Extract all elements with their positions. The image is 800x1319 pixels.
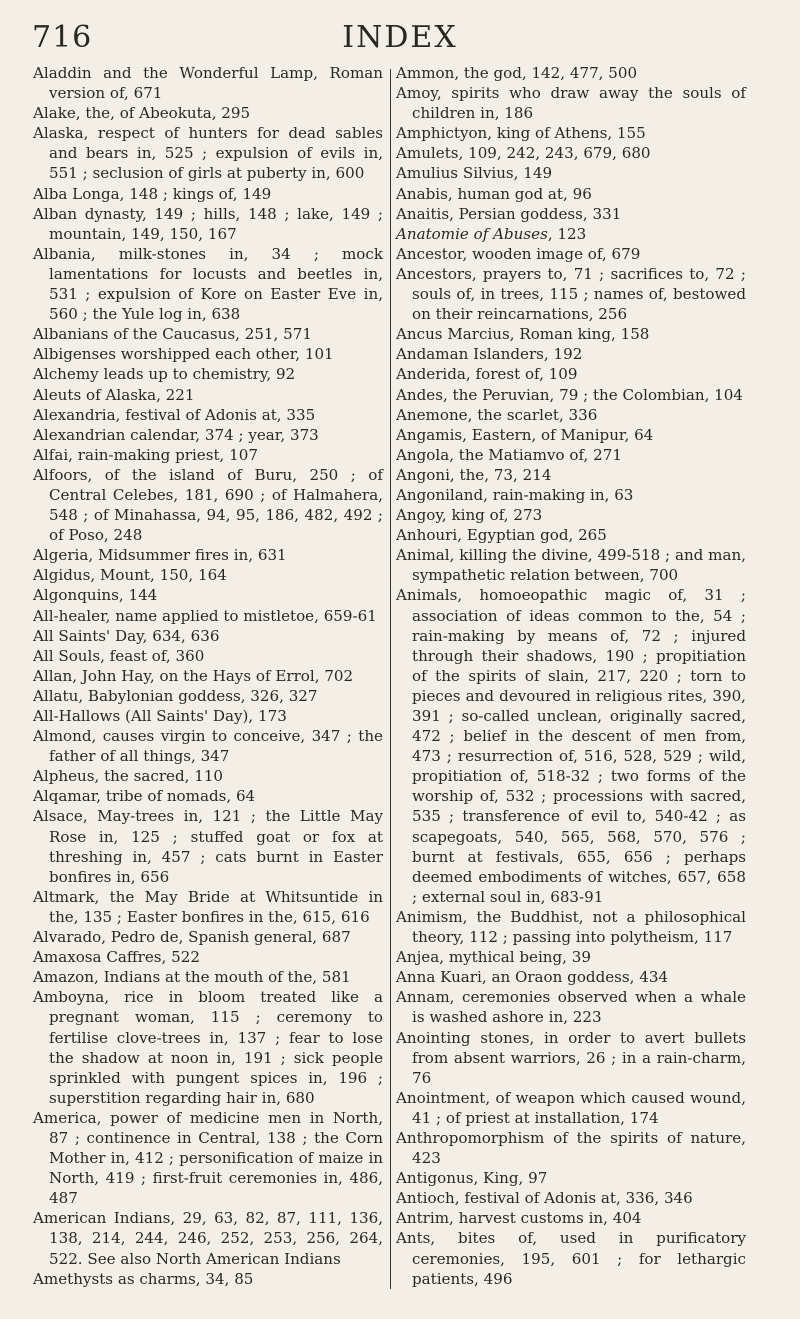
index-entry: Albania, milk-stones in, 34 ; mock lamentations for locusts and beetles in, 531 ; expulsion of Kore on Easter Eve in, 560 ; the Yule log in, 638 <box>33 244 383 324</box>
index-entry: Amethysts as charms, 34, 85 <box>33 1269 254 1288</box>
index-entry: Algeria, Midsummer fires in, 631 <box>33 546 287 565</box>
index-entry: Amoy, spirits who draw away the souls of children in, 186 <box>396 84 746 123</box>
index-entry: Anthropomorphism of the spirits of nature, 423 <box>396 1128 746 1168</box>
index-entry: Ancestor, wooden image of, 679 <box>396 244 641 263</box>
right-column <box>396 63 746 1289</box>
index-entry: Animism, the Buddhist, not a philosophical theory, 112 ; passing into polytheism, 117 <box>396 907 746 947</box>
index-entry: Animal, killing the divine, 499-518 ; and man, sympathetic relation between, 700 <box>396 546 746 585</box>
index-entry: Algidus, Mount, 150, 164 <box>33 566 227 585</box>
index-entry: Allan, John Hay, on the Hays of Errol, 702 <box>33 666 354 685</box>
index-entry: Alake, the, of Abeokuta, 295 <box>33 104 251 123</box>
index-entry: Aladdin and the Wonderful Lamp, Roman version of, 671 <box>33 64 383 103</box>
index-entry: Alsace, May-trees in, 121 ; the Little May Rose in, 125 ; stuffed goat or fox at threshing in, 457 ; cats burnt in Easter bonfires in, 656 <box>33 807 383 886</box>
index-entry: Anderida, forest of, 109 <box>396 365 578 384</box>
index-entry: Anointing stones, in order to avert bullets from absent warriors, 26 ; in a rain-charm, 76 <box>396 1028 746 1087</box>
index-entry: Alexandrian calendar, 374 ; year, 373 <box>33 425 319 444</box>
index-entry: Amboyna, rice in bloom treated like a pregnant woman, 115 ; ceremony to fertilise clove-trees in, 137 ; fear to lose the shadow at noon in, 191 ; sick people sprinkled with pungent spices in, 196 ; superstition regarding hair in, 680 <box>33 988 383 1107</box>
index-entry: Alfai, rain-making priest, 107 <box>33 445 258 464</box>
index-entry: America, power of medicine men in North, 87 ; continence in Central, 138 ; the Corn Mother in, 412 ; personification of maize in North, 419 ; first-fruit ceremonies in, 486, 487 <box>33 1108 383 1208</box>
left-column <box>33 63 383 1289</box>
index-entry: Alexandria, festival of Adonis at, 335 <box>33 405 316 424</box>
index-entry: Anna Kuari, an Oraon goddess, 434 <box>396 968 669 987</box>
index-entry: Anjea, mythical being, 39 <box>396 948 591 967</box>
index-entry: Algonquins, 144 <box>33 586 158 605</box>
index-entry: Alaska, respect of hunters for dead sables and bears in, 525 ; expulsion of evils in, 551 ; seclusion of girls at puberty in, 600 <box>33 124 383 183</box>
index-entry: Annam, ceremonies observed when a whale is washed ashore in, 223 <box>396 988 746 1027</box>
page-number: 716 <box>32 20 93 55</box>
index-entry: Animals, homoeopathic magic of, 31 ; association of ideas common to the, 54 ; rain-making by means of, 72 ; injured through their shadows, 190 ; propitiation of the spirits of slain, 217, 220 ; torn to pieces and devoured in religious rites, 390, 391 ; so-called unclean, originally sacred, 472 ; belief in the descent of men from, 473 ; resurrection of, 516, 528, 529 ; wild, propitiation of, 518-32 ; two forms of the worship of, 532 ; processions with sacred, 535 ; transference of evil to, 540-42 ; as scapegoats, 540, 565, 568, 570, 576 ; burnt at festivals, 655, 656 ; perhaps deemed embodiments of witches, 657, 658 ; external soul in, 683-91 <box>396 586 746 906</box>
index-entry: Almond, causes virgin to conceive, 347 ; the father of all things, 347 <box>33 727 383 766</box>
column-divider <box>390 69 391 1289</box>
index-entry: All-healer, name applied to mistletoe, 659-61 <box>33 606 377 625</box>
index-entry: Alchemy leads up to chemistry, 92 <box>33 365 296 384</box>
index-entry: Alba Longa, 148 ; kings of, 149 <box>33 184 272 203</box>
index-entry: Alfoors, of the island of Buru, 250 ; of Central Celebes, 181, 690 ; of Halmahera, 548 ; of Minahassa, 94, 95, 186, 482, 492 ; of Poso, 248 <box>33 465 383 545</box>
index-columns <box>33 63 777 1293</box>
index-entry: Antigonus, King, 97 <box>396 1169 548 1188</box>
index-entry: Anabis, human god at, 96 <box>396 184 592 203</box>
index-entry: Amaxosa Caffres, 522 <box>33 948 200 967</box>
index-entry: All Souls, feast of, 360 <box>33 646 205 665</box>
index-entry: Allatu, Babylonian goddess, 326, 327 <box>33 686 318 705</box>
index-entry: Ancestors, prayers to, 71 ; sacrifices to, 72 ; souls of, in trees, 115 ; names of, bestowed on their reincarnations, 256 <box>396 264 746 324</box>
index-entry: Angoni, the, 73, 214 <box>396 465 552 484</box>
index-entry: Ants, bites of, used in purificatory ceremonies, 195, 601 ; for lethargic patients, 496 <box>396 1229 746 1288</box>
index-entry: Anhouri, Egyptian god, 265 <box>396 526 607 545</box>
index-entry: Anointment, of weapon which caused wound, 41 ; of priest at installation, 174 <box>396 1088 746 1127</box>
index-entry: Alban dynasty, 149 ; hills, 148 ; lake, 149 ; mountain, 149, 150, 167 <box>33 204 383 243</box>
index-entry: Antrim, harvest customs in, 404 <box>396 1209 642 1228</box>
index-entry: Alqamar, tribe of nomads, 64 <box>33 787 256 806</box>
index-entry: Angamis, Eastern, of Manipur, 64 <box>396 425 654 444</box>
index-entry: All Saints' Day, 634, 636 <box>33 626 220 645</box>
index-entry: Ancus Marcius, Roman king, 158 <box>396 325 650 344</box>
index-entry: Andes, the Peruvian, 79 ; the Colombian, 104 <box>396 385 743 404</box>
index-entry: Anaitis, Persian goddess, 331 <box>396 204 622 223</box>
index-entry: Angola, the Matiamvo of, 271 <box>396 445 622 464</box>
index-entry: American Indians, 29, 63, 82, 87, 111, 136, 138, 214, 244, 246, 252, 253, 256, 264, 522. See also North American Indians <box>33 1209 383 1268</box>
index-entry: Angoy, king of, 273 <box>396 506 543 525</box>
index-entry: Amazon, Indians at the mouth of the, 581 <box>33 968 351 987</box>
index-entry: Andaman Islanders, 192 <box>396 345 583 364</box>
index-entry: Amulets, 109, 242, 243, 679, 680 <box>396 144 651 163</box>
index-entry: Anatomie of Abuses, 123 <box>396 224 587 243</box>
index-entry: Antioch, festival of Adonis at, 336, 346 <box>396 1189 693 1208</box>
index-entry: Albigenses worshipped each other, 101 <box>33 345 334 364</box>
index-entry: Ammon, the god, 142, 477, 500 <box>396 64 638 82</box>
index-entry: Amulius Silvius, 149 <box>396 164 553 183</box>
index-entry: Angoniland, rain-making in, 63 <box>396 485 634 504</box>
index-entry: Alpheus, the sacred, 110 <box>33 767 224 786</box>
index-entry: All-Hallows (All Saints' Day), 173 <box>33 707 287 725</box>
page-header <box>32 14 768 58</box>
page-title: INDEX <box>342 20 458 55</box>
index-entry: Albanians of the Caucasus, 251, 571 <box>33 325 312 344</box>
index-entry: Anemone, the scarlet, 336 <box>396 405 598 424</box>
index-entry: Altmark, the May Bride at Whitsuntide in the, 135 ; Easter bonfires in the, 615, 616 <box>33 887 383 926</box>
index-entry: Alvarado, Pedro de, Spanish general, 687 <box>33 928 351 947</box>
index-entry: Amphictyon, king of Athens, 155 <box>396 124 646 143</box>
index-entry: Aleuts of Alaska, 221 <box>33 385 195 404</box>
